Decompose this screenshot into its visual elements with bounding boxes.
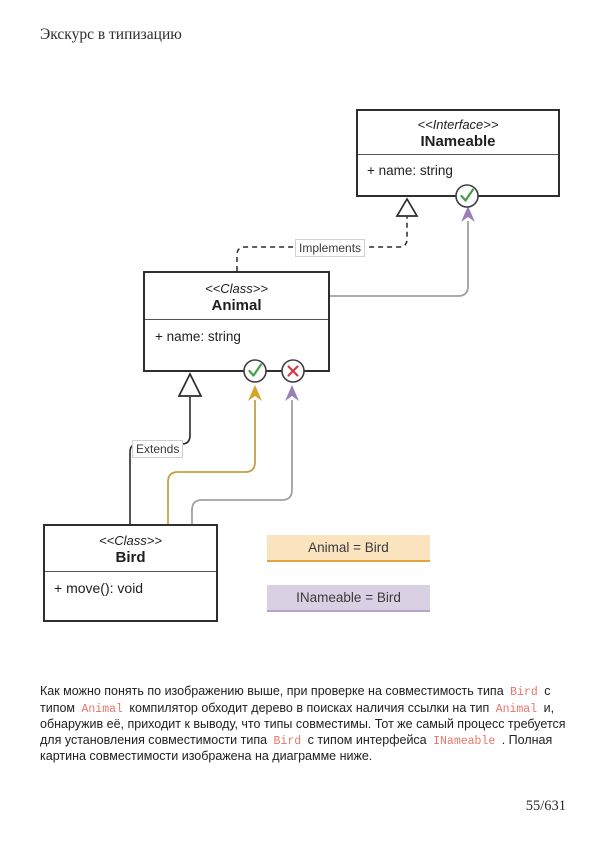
uml-class-animal [143, 271, 330, 372]
code-token: Bird [273, 734, 302, 748]
class-name: Animal [211, 297, 262, 314]
arrowhead-icon [461, 206, 475, 222]
inheritance-triangle-icon [179, 374, 201, 396]
implements-connector [237, 199, 417, 271]
uml-class-header [358, 111, 558, 155]
incompatible-assign-connector [192, 385, 299, 524]
class-member: + move(): void [54, 580, 144, 596]
uml-class-inameable [356, 109, 560, 197]
stereotype-label: <<Class>> [99, 533, 162, 548]
arrowhead-icon [248, 385, 262, 401]
code-token: INameable [433, 734, 496, 748]
uml-class-header [145, 273, 328, 320]
class-member: + name: string [155, 329, 241, 344]
code-token: Animal [495, 702, 538, 716]
uml-class-bird [43, 524, 218, 622]
implements-label: Implements [295, 239, 365, 257]
text-segment: . Полная картина совместимости изображена на диаграмме ниже. [40, 732, 553, 764]
class-member: + name: string [367, 163, 453, 178]
inheritance-triangle-icon [397, 199, 417, 216]
page-title: Экскурс в типизацию [40, 26, 182, 43]
text-segment: компилятор обходит дерево в поисках наличия ссылки на тип [125, 700, 493, 715]
stereotype-label: <<Interface>> [417, 117, 499, 132]
result-inameable-equals-bird: INameable = Bird [267, 585, 430, 612]
text-segment: с типом [40, 684, 551, 715]
stereotype-label: <<Class>> [205, 281, 268, 296]
code-token: Bird [510, 686, 538, 699]
uml-class-header [45, 526, 216, 572]
text-segment: и, обнаружив её, приходит к выводу, что типы совместимы. Тот же самый процесс требуется для установления совместимости типа [40, 700, 566, 747]
result-animal-equals-bird: Animal = Bird [267, 535, 430, 562]
text-segment: с типом интерфейса [304, 732, 431, 747]
code-token: Animal [81, 702, 123, 716]
page-number: 55/631 [525, 798, 566, 814]
arrowhead-icon [285, 385, 299, 401]
text-segment: Как можно понять по изображению выше, при проверке на совместимость типа [40, 684, 508, 698]
class-name: Bird [115, 549, 146, 566]
body-paragraph [40, 684, 577, 765]
extends-label: Extends [132, 440, 183, 458]
class-name: INameable [420, 133, 496, 150]
